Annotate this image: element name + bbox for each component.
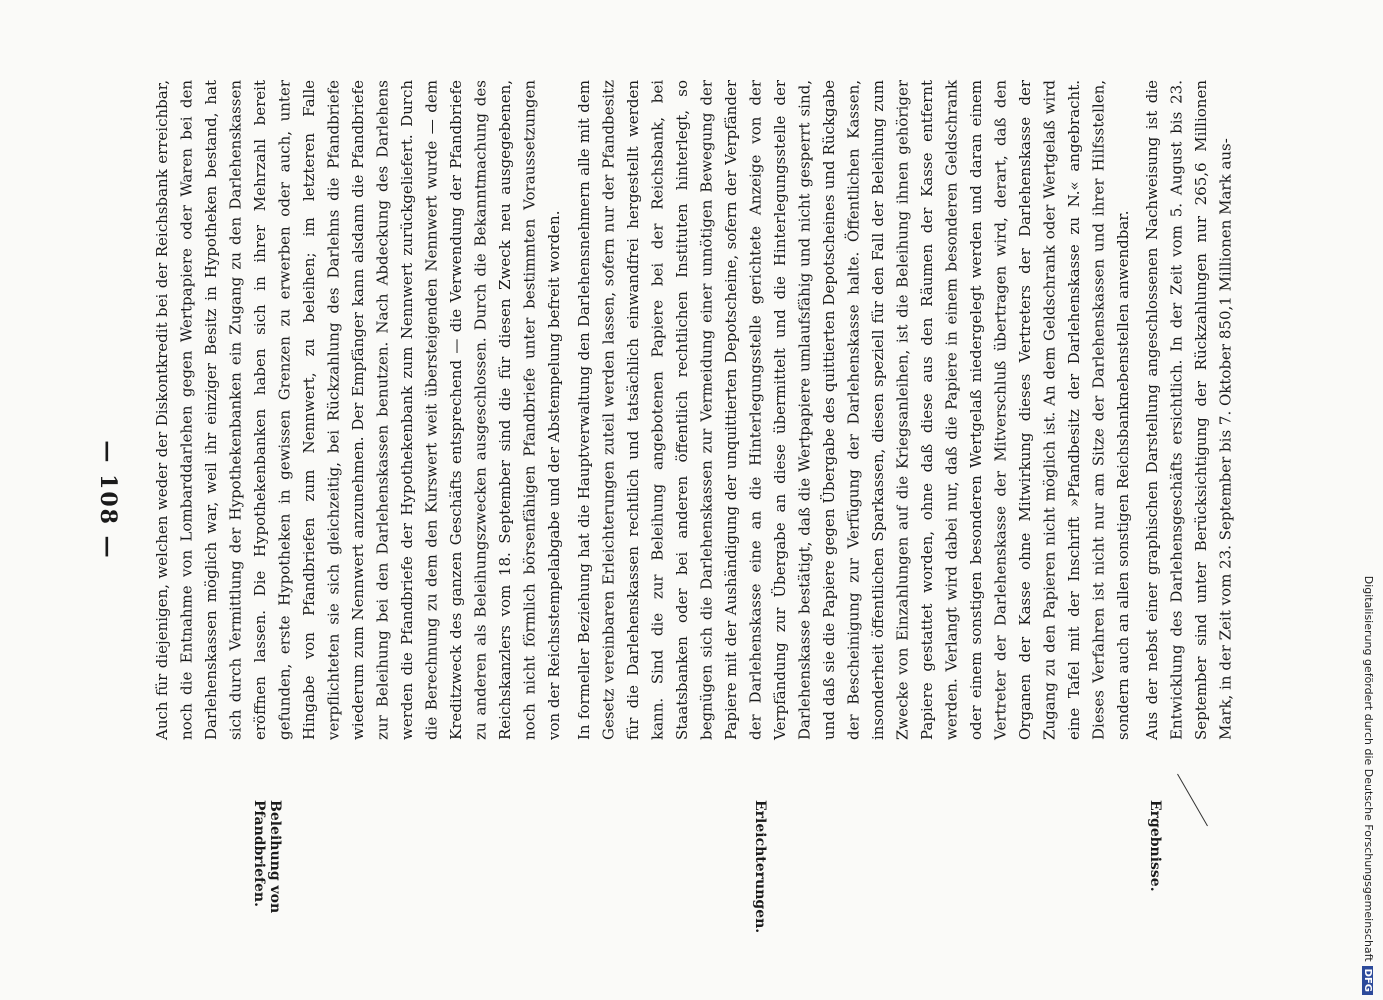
margin-note-ergebnisse: Ergebnisse. (1147, 800, 1163, 892)
paragraph-block-3 (1140, 80, 1235, 740)
credit-text: Digitalisierung gefördert durch die Deutsche Forschungsgemeinschaft (1362, 575, 1375, 962)
margin-note-erleichterungen: Erleichterungen. (752, 800, 768, 934)
paragraph-erleichterungen: In formeller Beziehung hat die Hauptverwaltung den Darlehensnehmern alle mit dem Gesetz vereinbaren Erleichterungen zuteil werden lassen, sofern nur der Pfandbesitz für die Darlehenskassen rechtlich und tatsächlich einwandfrei hergestellt werden kann. Sind die zur Beleihung angebotenen Papiere bei der Reichsbank, bei Staatsbanken oder bei anderen öffentlich rechtlichen Instituten hinterlegt, so begnügen sich die Darlehenskassen zur Vermeidung einer unnötigen Bewegung der Papiere mit der Aushändigung der unquittierten Depotscheine, sofern der Verpfänder der Darlehenskasse eine an die Hinterlegungsstelle gerichtete Anzeige von der Verpfändung zur Übergabe an diese übermittelt und die Hinterlegungsstelle der Darlehenskasse bestätigt, daß die Wertpapiere umlaufsfähig und nicht gesperrt sind, und daß sie die Papiere gegen Übergabe des quittierten Depotscheines und Rückgabe der Bescheinigung zur Verfügung der Darlehenskasse halte. Öffentlichen Kassen, insonderheit öffentlichen Sparkassen, diesen speziell für den Fall der Beleihung zum Zwecke von Einzahlungen auf die Kriegsanleihen, ist die Beleihung ihnen gehöriger Papiere gestattet worden, ohne daß diese aus den Räumen der Kasse entfernt werden. Verlangt wird dabei nur, daß die Papiere in einem besonderen Geldschrank oder einem sonstigen besonderen Wertgelaß niedergelegt werden und daran einem Vertreter der Darlehenskasse der Mitverschluß übertragen wird, derart, daß den Organen der Kasse ohne Mitwirkung dieses Vertreters der Darlehenskasse der Zugang zu den Papieren nicht möglich ist. An dem Geldschrank oder Wertgelaß wird eine Tafel mit der Inschrift »Pfandbesitz der Darlehenskasse zu N.« angebracht. Dieses Verfahren ist nicht nur am Sitze der Darlehenskassen und ihrer Hilfsstellen, sondern auch an allen sonstigen Reichsbanknebenstellen anwendbar. (575, 80, 1132, 740)
paragraph-block-1 (150, 80, 563, 740)
pencil-mark (1177, 774, 1208, 826)
dfg-logo: DFG (1362, 966, 1373, 995)
margin-note-beleihung: Beleihung von Pfandbriefen. (251, 800, 283, 914)
page-number: — 108 — (95, 440, 121, 560)
digitization-credit (1362, 10, 1375, 995)
paragraph-pfandbriefe: Auch für diejenigen, welchen weder der Diskontkredit bei der Reichsbank erreichbar, noch die Entnahme von Lombarddarlehen gegen Wertpapiere oder Waren bei den Darlehenskassen möglich war, weil ihr einziger Besitz in Hypotheken bestand, hat sich durch Vermittlung der Hypothekenbanken ein Zugang zu den Darlehenskassen eröffnen lassen. Die Hypothekenbanken haben sich in ihrer Mehrzahl bereit gefunden, erste Hypotheken in gewissen Grenzen zu erwerben oder auch, unter Hingabe von Pfandbriefen zum Nennwert, zu beleihen; im letzteren Falle verpflichteten sie sich gleichzeitig, bei Rückzahlung des Darlehns die Pfandbriefe wiederum zum Nennwert anzunehmen. Der Empfänger kann alsdann die Pfandbriefe zur Beleihung bei den Darlehenskassen benutzen. Nach Abdeckung des Darlehens werden die Pfandbriefe der Hypothekenbank zum Nennwert zurückgeliefert. Durch die Berechnung zu dem den Kurswert weit übersteigenden Nennwert wurde — dem Kreditzweck des ganzen Geschäfts entsprechend — die Verwendung der Pfandbriefe zu anderen als Beleihungszwecken ausgeschlossen. Durch die Bekanntmachung des Reichskanzlers vom 18. September sind die für diesen Zweck neu ausgegebenen, noch nicht förmlich börsenfähigen Pfandbriefe unter bestimmten Voraussetzungen von der Reichsstempelabgabe und der Abstempelung befreit worden. (153, 80, 563, 740)
paragraph-block-2 (572, 80, 1132, 740)
paragraph-ergebnisse: Aus der nebst einer graphischen Darstellung angeschlossenen Nachweisung ist die Entwicklung des Darlehensgeschäfts ersichtlich. In der Zeit vom 5. August bis 23. September sind unter Berücksichtigung der Rückzahlungen nur 265,6 Millionen Mark, in der Zeit vom 23. September bis 7. Oktober 850,1 Millionen Mark aus- (1143, 80, 1235, 740)
